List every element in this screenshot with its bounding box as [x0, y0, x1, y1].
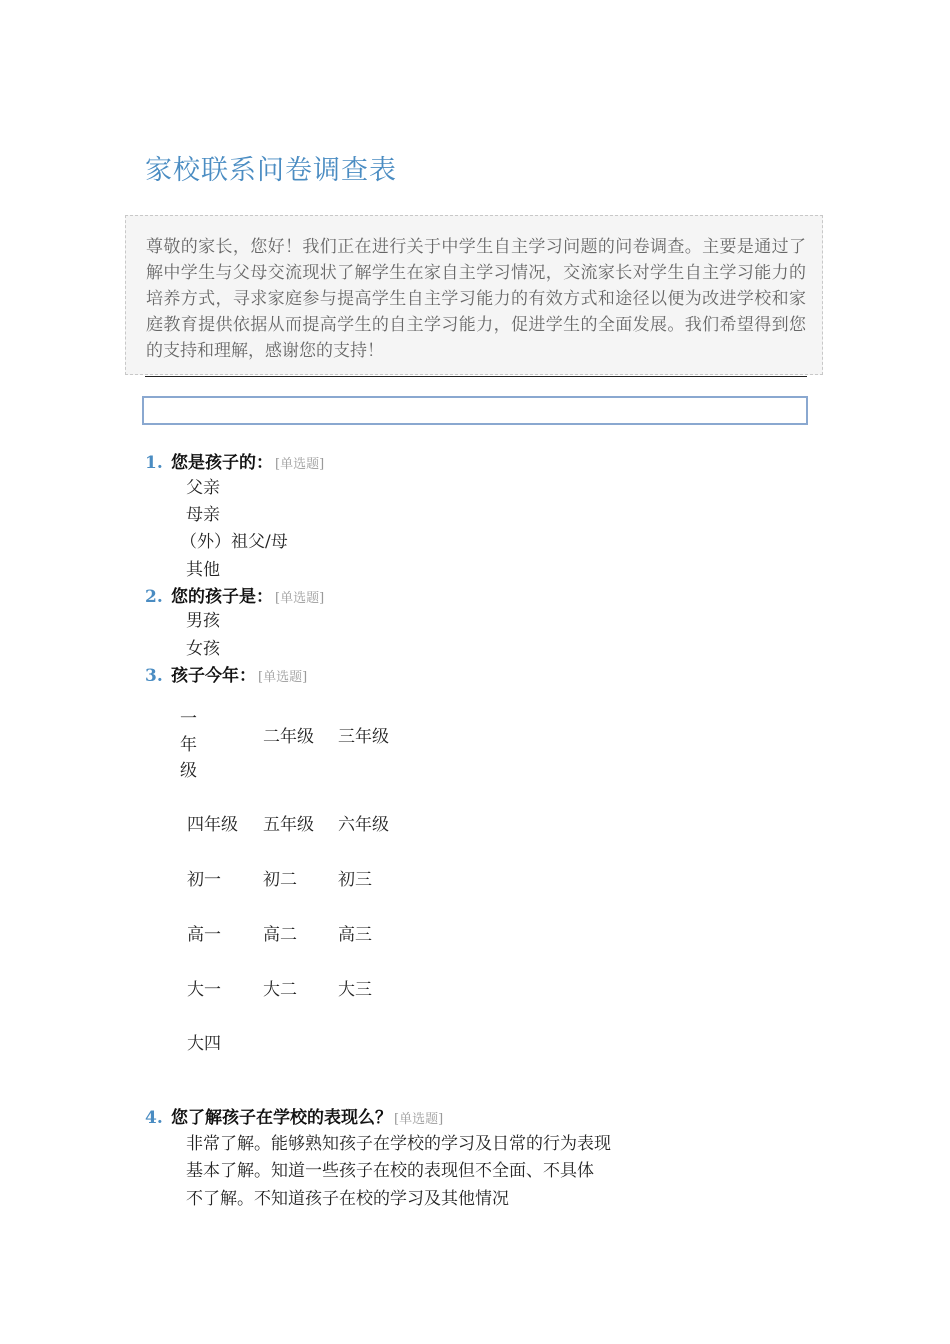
question-text: 您是孩子的：	[171, 453, 273, 473]
option-college-4[interactable]: 大四	[187, 1034, 221, 1054]
question-type: [单选题]	[394, 1112, 444, 1127]
question-number: 1.	[145, 453, 163, 473]
option-other[interactable]: 其他	[186, 560, 220, 580]
question-type: [单选题]	[258, 670, 308, 685]
option-know-well[interactable]: 非常了解。能够熟知孩子在学校的学习及日常的行为表现	[186, 1134, 611, 1154]
option-grade-6[interactable]: 六年级	[338, 815, 389, 835]
option-college-3[interactable]: 大三	[338, 980, 372, 1000]
question-number: 2.	[145, 587, 163, 607]
divider	[145, 376, 807, 377]
option-junior-2[interactable]: 初二	[263, 870, 297, 890]
option-grade-1[interactable]: 一 年 级	[180, 709, 197, 781]
question-2-header	[145, 585, 324, 611]
option-grade-2[interactable]: 二年级	[263, 727, 314, 747]
question-4-header	[145, 1106, 443, 1132]
question-text: 您的孩子是：	[171, 587, 273, 607]
option-father[interactable]: 父亲	[186, 478, 220, 498]
option-grade-5[interactable]: 五年级	[263, 815, 314, 835]
text-input-bar[interactable]	[142, 396, 808, 425]
question-3-header	[145, 664, 307, 690]
question-1-header	[145, 451, 324, 477]
option-know-somewhat[interactable]: 基本了解。知道一些孩子在校的表现但不全面、不具体	[186, 1161, 594, 1181]
question-type: [单选题]	[275, 591, 325, 606]
option-grade-3[interactable]: 三年级	[338, 727, 389, 747]
option-grandparent[interactable]: （外）祖父/母	[180, 532, 288, 552]
question-type: [单选题]	[275, 457, 325, 472]
option-not-know[interactable]: 不了解。不知道孩子在校的学习及其他情况	[186, 1189, 509, 1209]
question-text: 您了解孩子在学校的表现么？	[171, 1108, 392, 1128]
option-senior-3[interactable]: 高三	[338, 925, 372, 945]
question-text: 孩子今年：	[171, 666, 256, 686]
option-grade-4[interactable]: 四年级	[187, 815, 238, 835]
option-junior-3[interactable]: 初三	[338, 870, 372, 890]
intro-box	[125, 215, 823, 375]
page-title: 家校联系问卷调查表	[145, 155, 397, 186]
option-mother[interactable]: 母亲	[186, 505, 220, 525]
option-senior-2[interactable]: 高二	[263, 925, 297, 945]
option-college-1[interactable]: 大一	[187, 980, 221, 1000]
intro-text: 尊敬的家长，您好！我们正在进行关于中学生自主学习问题的问卷调查。主要是通过了解中学生与父母交流现状了解学生在家自主学习情况，交流家长对学生自主学习能力的培养方式，寻求家庭参与提高学生自主学习能力的有效方式和途径以便为改进学校和家庭教育提供依据从而提高学生的自主学习能力，促进学生的全面发展。我们希望得到您的支持和理解，感谢您的支持！	[146, 237, 806, 361]
option-senior-1[interactable]: 高一	[187, 925, 221, 945]
option-college-2[interactable]: 大二	[263, 980, 297, 1000]
option-junior-1[interactable]: 初一	[187, 870, 221, 890]
question-number: 4.	[145, 1108, 163, 1128]
option-boy[interactable]: 男孩	[186, 611, 220, 631]
option-girl[interactable]: 女孩	[186, 639, 220, 659]
question-number: 3.	[145, 666, 163, 686]
